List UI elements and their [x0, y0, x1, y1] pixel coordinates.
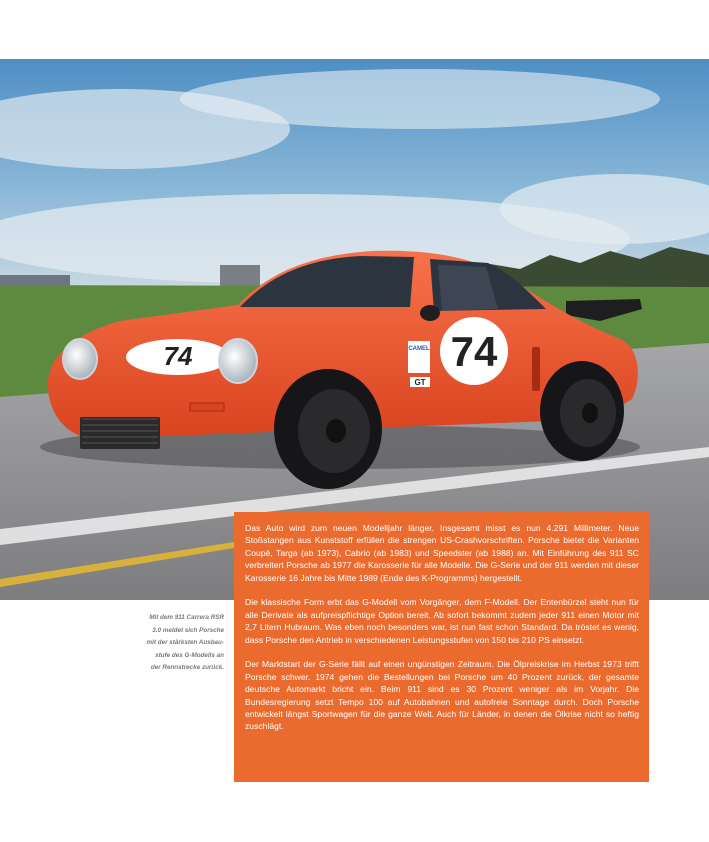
article-text-box — [234, 512, 649, 782]
side-mirror — [420, 305, 440, 321]
caption-line: stufe des G-Modells an — [155, 651, 224, 659]
gt-sticker-text: GT — [414, 378, 426, 387]
photo-caption — [118, 612, 224, 675]
caption-line: der Rennstrecke zurück. — [150, 664, 224, 672]
caption-line: Mit dem 911 Carrera RSR — [149, 614, 224, 621]
front-grille — [80, 417, 160, 449]
headlight-left — [63, 339, 97, 379]
article-paragraph-2: Die klassische Form erbt das G-Modell vom Vorgänger, dem F-Modell. Der Entenbürzel steht nun für alle Derivate als aufpreispflichtige Option bereit. Ab sofort bekommt zudem jeder 911 einen Motor mit 2,7 Litern Hubraum. Was eben noch besonders war, ist nun fast schon Standard. Da tröstet es wenig, dass Porsche den Antrieb in verschiedenen Leistungsstufen von 150 bis 210 PS einsetzt. — [245, 597, 639, 645]
camel-sticker-text: CAMEL — [408, 346, 430, 352]
hood-number: 74 — [163, 341, 193, 371]
caption-line: mit der stärksten Ausbau- — [146, 639, 224, 647]
door-number: 74 — [450, 328, 498, 375]
headlight-right — [219, 339, 257, 383]
caption-line: 3.0 meldet sich Porsche — [152, 626, 224, 634]
article-paragraph-3: Der Marktstart der G-Serie fällt auf einen ungünstigen Zeitraum. Die Ölpreiskrise im Herbst 1973 trifft Porsche schwer. 1974 gehen die Bestellungen bei Porsche um 40 Prozent zurück, der gesamte deutsche Automarkt bricht ein. Beim 911 sind es 30 Prozent weniger als im Vorjahr. Die Bundesregierung setzt Tempo 100 auf Autobahnen und autofreie Sonntage durch. Doch Porsche entwickelt längst Sportwagen für die ganze Welt. Auch für Länder, in denen die Ölkrise nicht so heftig zuschlägt. — [245, 659, 639, 732]
article-paragraph-1: Das Auto wird zum neuen Modelljahr länger. Insgesamt misst es nun 4.291 Millimeter. Neue Stoßstangen aus Kunststoff erfüllen die strengen US-Crashvorschriften. Porsche bietet die Varianten Coupé, Targa (ab 1973), Cabrio (ab 1983) und Speedster (ab 1988) an. Mit Einführung des 911 SC verbreitert Porsche ab 1977 die Karosserie für alle Modelle. Die G-Serie und der 911 werden mit dieser Karosserie 16 Jahre bis Mitte 1989 (Ende des K-Programms) hergestellt. — [245, 523, 639, 583]
